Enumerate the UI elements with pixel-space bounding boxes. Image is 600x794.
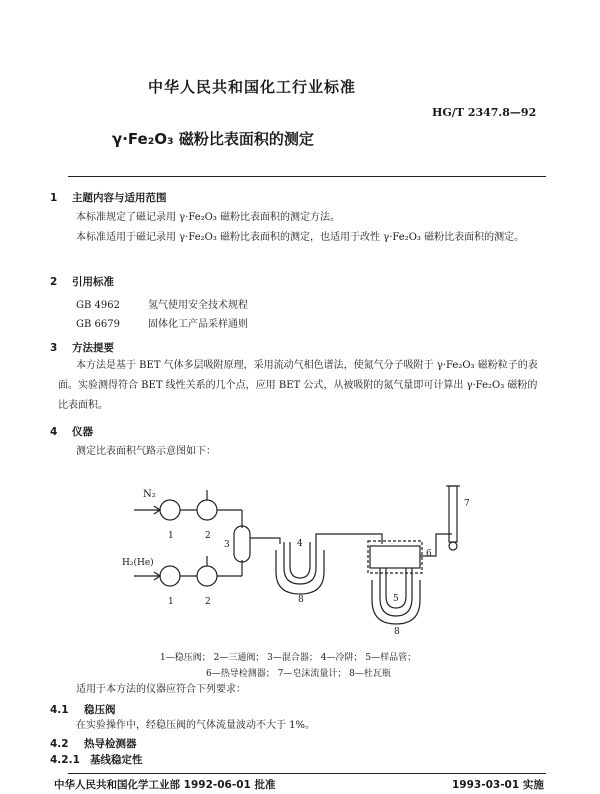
section-1-paragraph-1: 本标准规定了磁记录用 γ·Fe₂O₃ 磁粉比表面积的测定方法。 [76, 212, 341, 223]
standard-code: HG/T 2347.8—92 [432, 106, 537, 119]
label-4: 4 [297, 539, 303, 549]
label-5: 5 [393, 594, 399, 604]
section-2-heading: 2 引用标准 [50, 276, 114, 288]
n2-label: N₂ [143, 489, 156, 500]
label-2-h2: 2 [205, 597, 211, 607]
mixer [234, 526, 250, 562]
thermal-conductivity-detector [370, 546, 420, 568]
section-3-heading: 3 方法提要 [50, 342, 114, 354]
diagram-intro: 测定比表面积气路示意图如下： [76, 446, 216, 457]
section-4-1-paragraph: 在实验操作中，经稳压阀的气体流量波动不大于 1%。 [76, 720, 316, 731]
label-7: 7 [464, 499, 470, 509]
label-1: 1 [168, 531, 174, 541]
label-1-h2: 1 [168, 597, 174, 607]
diagram-legend-line-1: 1—稳压阀； 2—三通阀； 3—混合器； 4—冷阱； 5—样品管； [160, 653, 417, 663]
section-3-paragraph: 本方法是基于 BET 气体多层吸附原理，采用流动气相色谱法，使氮气分子吸附于 γ·Fe₂O₃ 磁粉粒子的表面。实验测得符合 BET 线性关系的几个点，应用 BET 公式，从被吸附的氮气量即可计算出 γ·Fe₂O₃ 磁粉的比表面积。 [58, 360, 538, 411]
issuing-organization: 中华人民共和国化工行业标准 [148, 78, 357, 96]
section-4-2-1-heading: 4.2.1 基线稳定性 [50, 754, 143, 766]
approval-date: 中华人民共和国化学工业部 1992-06-01 批准 [54, 779, 276, 791]
label-3: 3 [224, 540, 230, 550]
label-2: 2 [205, 531, 211, 541]
section-4-1-heading: 4.1 稳压阀 [50, 704, 116, 716]
n2-inlet-arrow [134, 506, 160, 514]
footer-divider [68, 773, 546, 774]
label-6: 6 [426, 549, 432, 559]
implementation-date: 1993-03-01 实施 [452, 779, 544, 791]
pressure-regulator-h2 [160, 566, 180, 586]
section-1-paragraph-2: 本标准适用于磁记录用 γ·Fe₂O₃ 磁粉比表面积的测定，也适用于改性 γ·Fe₂O₃ 磁粉比表面积的测定。 [76, 232, 525, 243]
diagram-legend-line-2: 6—热导检测器； 7—皂沫流量计； 8—杜瓦瓶 [206, 669, 391, 679]
reference-item: GB 4962 氢气使用安全技术规程 [76, 300, 248, 311]
label-8-left: 8 [298, 595, 304, 605]
section-1-heading: 1 主题内容与适用范围 [50, 192, 167, 204]
document-title: γ·Fe₂O₃ 磁粉比表面积的测定 [112, 130, 314, 148]
reference-item: GB 6679 固体化工产品采样通则 [76, 319, 248, 330]
h2-label: H₂(He) [122, 558, 154, 568]
section-4-2-heading: 4.2 热导检测器 [50, 738, 137, 750]
three-way-valve-n2 [197, 500, 217, 520]
sample-tube [380, 568, 412, 616]
label-8-right: 8 [394, 627, 400, 637]
pressure-regulator-n2 [160, 500, 180, 520]
three-way-valve-h2 [197, 566, 217, 586]
instrument-requirements-note: 适用于本方法的仪器应符合下列要求： [76, 684, 246, 695]
dewar-left [276, 550, 324, 594]
h2-inlet-arrow [134, 572, 160, 580]
section-4-heading: 4 仪器 [50, 426, 93, 438]
